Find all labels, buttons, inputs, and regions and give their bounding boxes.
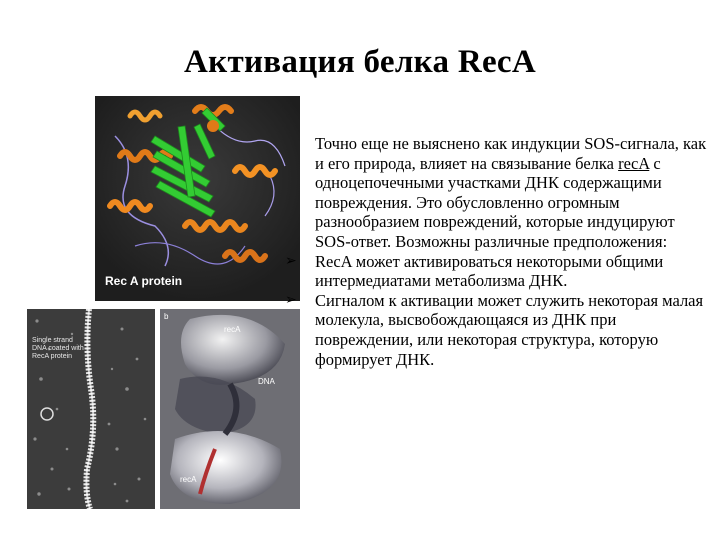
em-panel-letter: b [164, 312, 169, 321]
reca-dna-micrograph [27, 309, 155, 509]
slide-title: Активация белка RecA [184, 44, 536, 80]
bullet-item [285, 290, 710, 369]
bullet-text: Сигналом к активации может служить некоторая малая молекула, высвобождающаяся из ДНК при повреждении, или некоторая структура, которую формирует ДНК. [315, 290, 704, 369]
bullet-item [285, 251, 710, 291]
em-label-reca-top: recA [224, 325, 241, 334]
protein-structure-illustration [95, 96, 300, 301]
intro-text-part1: Точно еще не выяснено как индукции SOS-сигнала, как и его природа, влияет на связывание белка [315, 134, 707, 173]
micrograph-caption: Single strand DNA coated with RecA protein [32, 337, 84, 360]
bullet-arrow-icon: ➢ [285, 291, 297, 308]
reca-protein-image [95, 96, 300, 301]
slide-body-text [285, 134, 710, 369]
protein-caption: Rec A protein [105, 274, 183, 288]
intro-text-underlined: recA [618, 153, 650, 173]
intro-text-part2: с одноцепочечными участками ДНК содержащими повреждения. Это обусловленно огромным разнообразием повреждений, которые индуцируют SOS-ответ. Возможны различные предположения: [315, 153, 675, 251]
bullet-arrow-icon: ➢ [285, 252, 297, 269]
reca-dna-model [160, 309, 300, 509]
em-label-dna: DNA [258, 377, 275, 386]
bullet-text: RecA может активироваться некоторыми общими интермедиатами метаболизма ДНК. [315, 251, 664, 291]
em-label-reca-bottom: recA [180, 475, 197, 484]
intro-paragraph [315, 134, 710, 252]
